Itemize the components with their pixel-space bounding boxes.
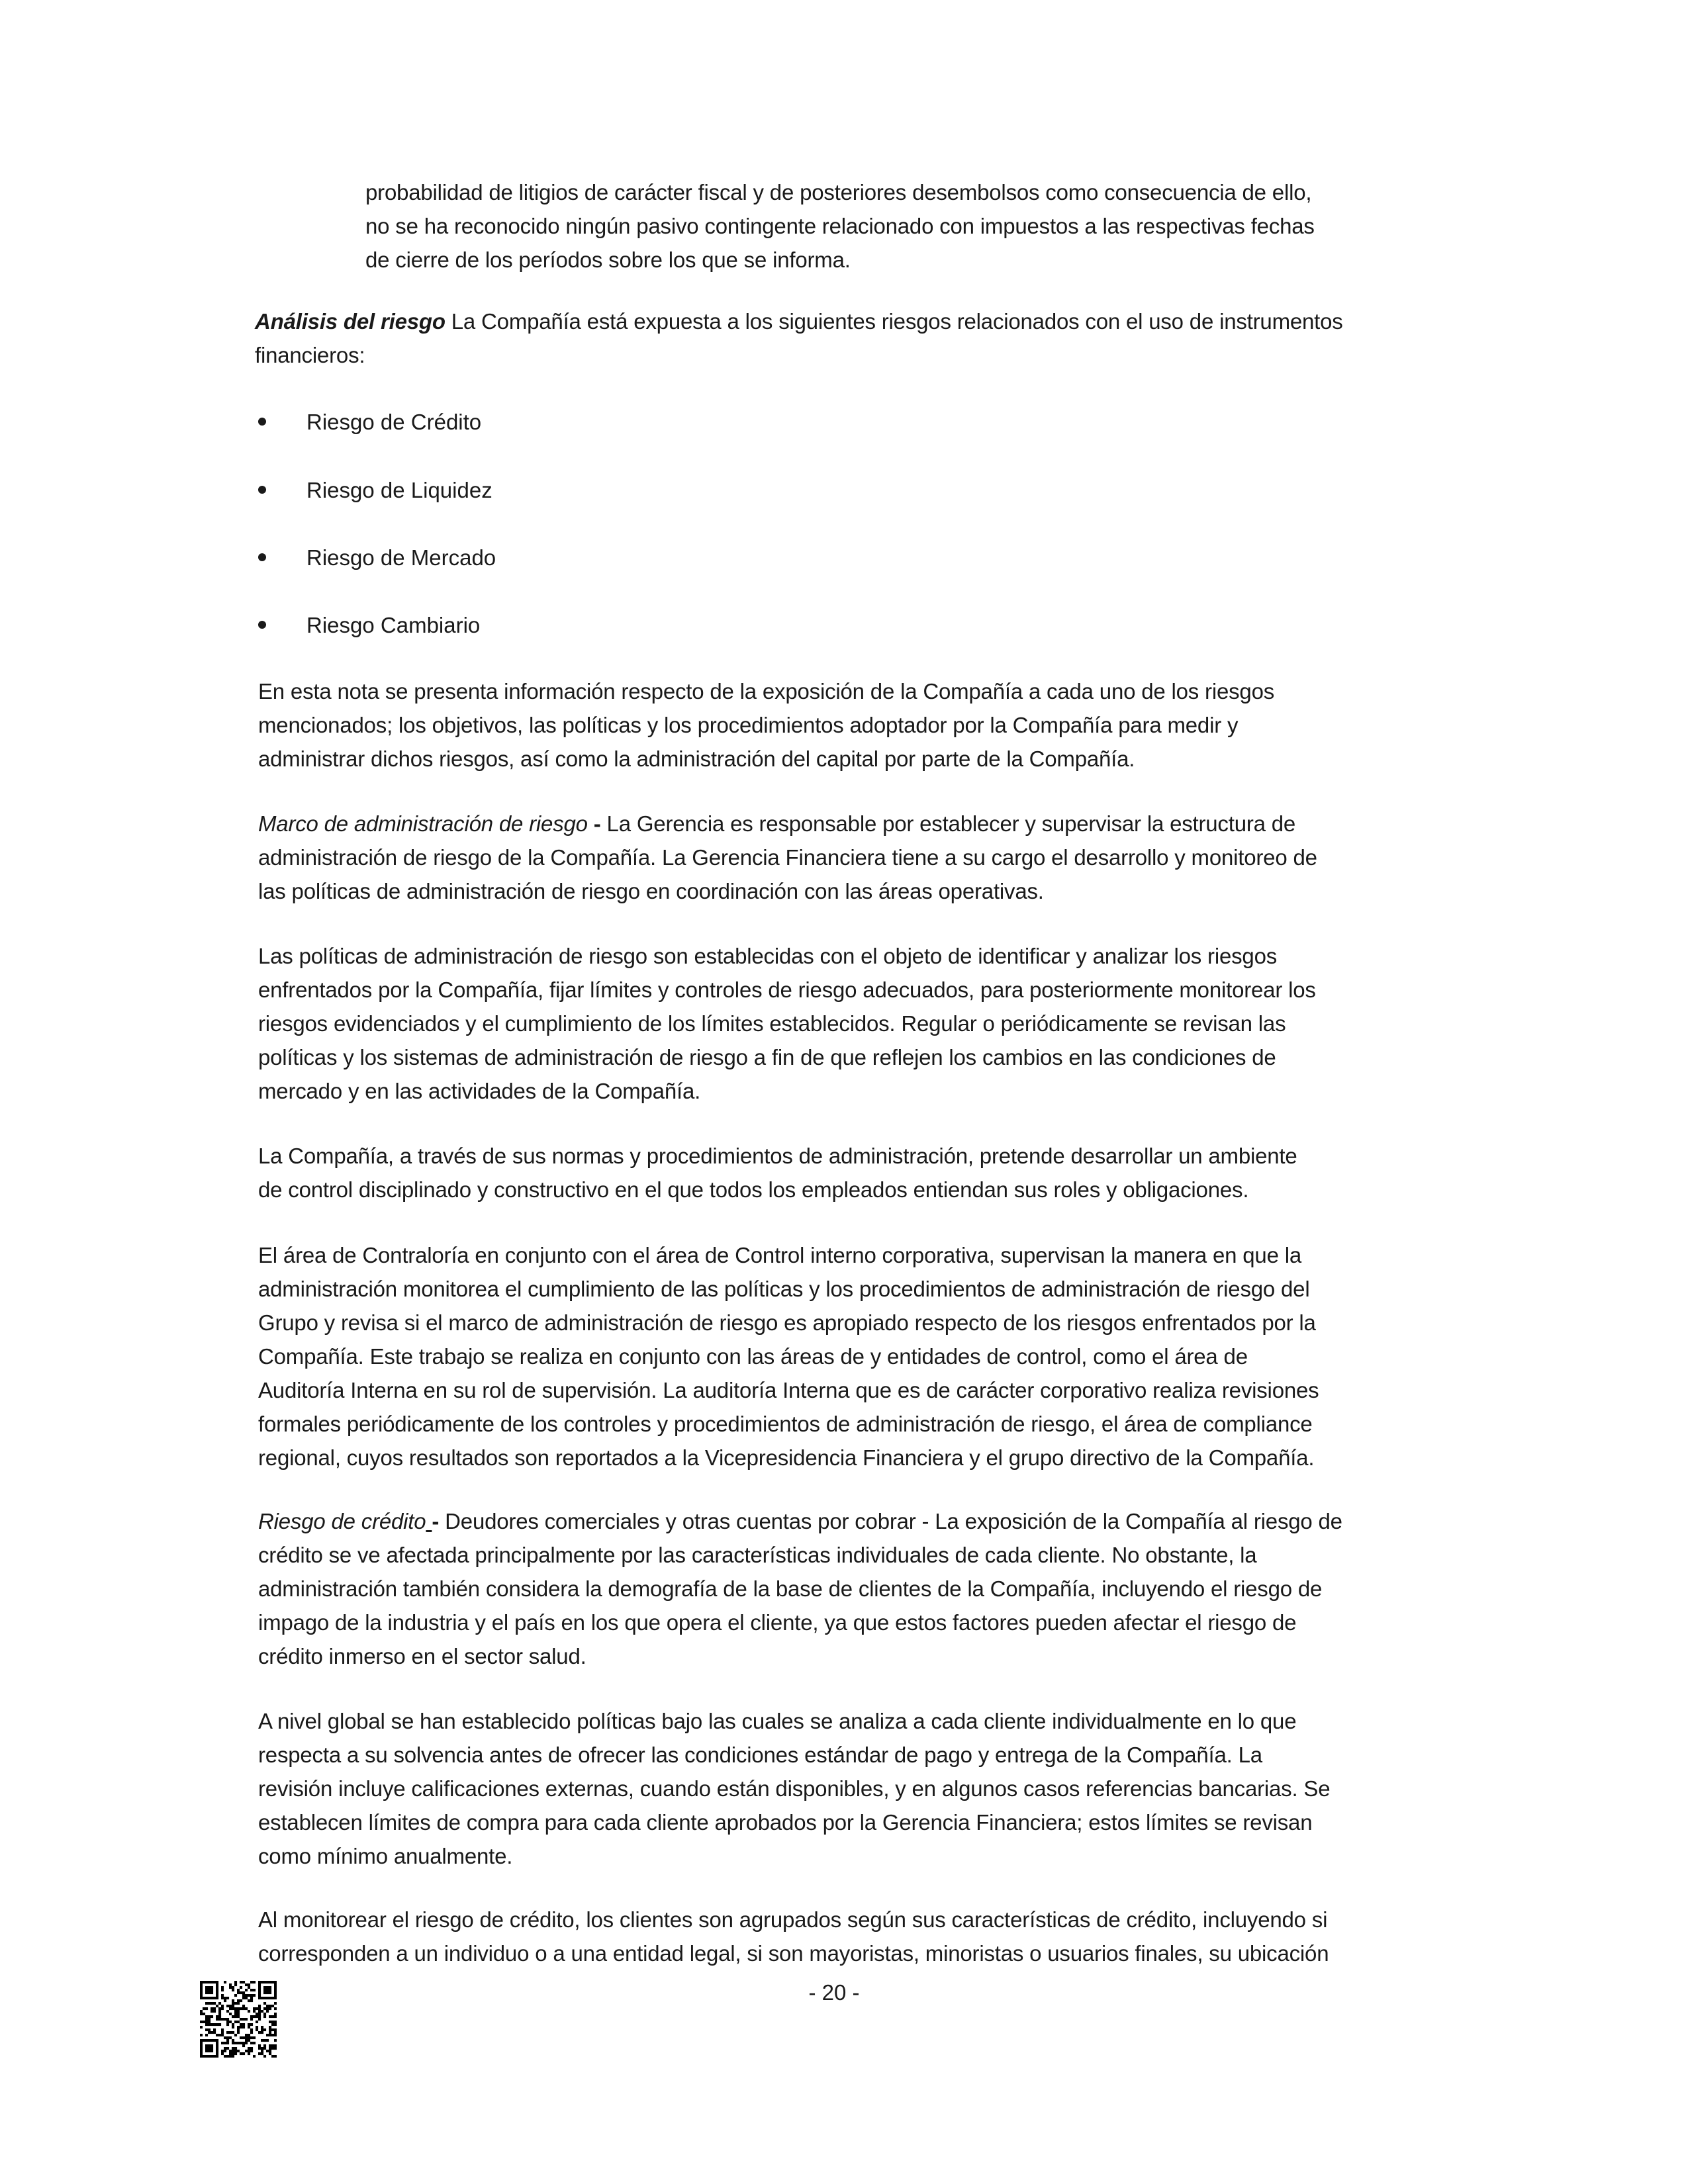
- separator: -: [432, 1509, 440, 1533]
- paragraph-line: El área de Contraloría en conjunto con el área de Control interno corporativa, supervisan la manera en que la: [258, 1243, 1301, 1267]
- paragraph-line: financieros:: [255, 343, 365, 367]
- paragraph-global-policies: [258, 1704, 1330, 1873]
- paragraph-line: A nivel global se han establecido políticas bajo las cuales se analiza a cada cliente individualmente en lo que: [258, 1709, 1297, 1733]
- paragraph-risk-policies: [258, 939, 1316, 1108]
- paragraph-line: Grupo y revisa si el marco de administración de riesgo es apropiado respecto de los riesgos enfrentados por la: [258, 1310, 1316, 1335]
- paragraph-credit-risk: [258, 1504, 1342, 1673]
- paragraph-risk-analysis: [255, 304, 1343, 372]
- bullet-icon: [258, 486, 266, 494]
- paragraph-line: [255, 304, 1343, 338]
- paragraph-line: administración de riesgo de la Compañía. La Gerencia Financiera tiene a su cargo el desarrollo y monitoreo de: [258, 845, 1317, 870]
- paragraph-line: establecen límites de compra para cada cliente aprobados por la Gerencia Financiera; estos límites se revisan: [258, 1810, 1313, 1835]
- paragraph-line: corresponden a un individuo o a una entidad legal, si son mayoristas, minoristas o usuarios finales, su ubicación: [258, 1941, 1329, 1966]
- line-text: Deudores comerciales y otras cuentas por cobrar - La exposición de la Compañía al riesgo de: [439, 1509, 1342, 1533]
- paragraph-line: administración monitorea el cumplimiento de las políticas y los procedimientos de administración de riesgo del: [258, 1277, 1310, 1301]
- paragraph-line: impago de la industria y el país en los que opera el cliente, ya que estos factores pueden afectar el riesgo de: [258, 1610, 1297, 1635]
- paragraph-line: administración también considera la demografía de la base de clientes de la Compañía, incluyendo el riesgo de: [258, 1576, 1323, 1601]
- bullet-text: Riesgo de Liquidez: [306, 478, 492, 502]
- paragraph-control-environment: [258, 1139, 1297, 1206]
- risk-analysis-heading: Análisis del riesgo: [255, 309, 445, 334]
- paragraph-line: En esta nota se presenta información respecto de la exposición de la Compañía a cada uno de los riesgos: [258, 679, 1275, 704]
- line-text: La Compañía está expuesta a los siguientes riesgos relacionados con el uso de instrumentos: [445, 309, 1343, 334]
- paragraph-line: probabilidad de litigios de carácter fiscal y de posteriores desembolsos como consecuencia de ello,: [365, 180, 1312, 205]
- paragraph-line: administrar dichos riesgos, así como la administración del capital por parte de la Compañía.: [258, 747, 1135, 771]
- paragraph-line: Auditoría Interna en su rol de supervisión. La auditoría Interna que es de carácter corporativo realiza revisiones: [258, 1378, 1319, 1402]
- bullet-icon: [258, 553, 266, 561]
- paragraph-line: Compañía. Este trabajo se realiza en conjunto con las áreas de y entidades de control, como el área de: [258, 1344, 1248, 1369]
- paragraph-line: no se ha reconocido ningún pasivo contingente relacionado con impuestos a las respectivas fechas: [365, 214, 1315, 238]
- bullet-text: Riesgo Cambiario: [306, 613, 481, 637]
- separator: -: [587, 811, 607, 836]
- bullet-text: Riesgo de Crédito: [306, 410, 482, 434]
- paragraph-line: mencionados; los objetivos, las políticas y los procedimientos adoptador por la Compañía para medir y: [258, 713, 1239, 737]
- paragraph-tax-contingency: [365, 175, 1315, 277]
- bullet-icon: [258, 621, 266, 629]
- bullet-text: Riesgo de Mercado: [306, 545, 496, 570]
- risk-framework-heading: Marco de administración de riesgo: [258, 811, 588, 836]
- paragraph-line: respecta a su solvencia antes de ofrecer las condiciones estándar de pago y entrega de la Compañía. La: [258, 1743, 1262, 1767]
- paragraph-line: formales periódicamente de los controles y procedimientos de administración de riesgo, el área de compliance: [258, 1412, 1313, 1436]
- paragraph-monitoring: [258, 1903, 1329, 1970]
- credit-risk-heading: Riesgo de crédito: [258, 1509, 426, 1533]
- paragraph-line: Al monitorear el riesgo de crédito, los clientes son agrupados según sus características de crédito, incluyendo si: [258, 1907, 1328, 1932]
- paragraph-line: riesgos evidenciados y el cumplimiento de los límites establecidos. Regular o periódicamente se revisan las: [258, 1011, 1286, 1036]
- qr-code: [200, 1981, 277, 2058]
- paragraph-line: crédito se ve afectada principalmente por las características individuales de cada cliente. No obstante, la: [258, 1543, 1257, 1567]
- paragraph-line: como mínimo anualmente.: [258, 1844, 513, 1868]
- paragraph-line: de cierre de los períodos sobre los que se informa.: [365, 248, 851, 272]
- paragraph-comptroller: [258, 1238, 1319, 1475]
- paragraph-line: [258, 807, 1317, 841]
- paragraph-line: de control disciplinado y constructivo en el que todos los empleados entiendan sus roles y obligaciones.: [258, 1177, 1249, 1202]
- paragraph-line: las políticas de administración de riesgo en coordinación con las áreas operativas.: [258, 879, 1044, 903]
- paragraph-line: crédito inmerso en el sector salud.: [258, 1644, 586, 1668]
- bullet-icon: [258, 418, 266, 426]
- paragraph-risk-framework: [258, 807, 1317, 908]
- paragraph-line: regional, cuyos resultados son reportados a la Vicepresidencia Financiera y el grupo directivo de la Compañía.: [258, 1445, 1315, 1470]
- paragraph-line: La Compañía, a través de sus normas y procedimientos de administración, pretende desarrollar un ambiente: [258, 1144, 1297, 1168]
- paragraph-line: revisión incluye calificaciones externas, cuando están disponibles, y en algunos casos referencias bancarias. Se: [258, 1776, 1331, 1801]
- paragraph-note-intro: [258, 674, 1274, 776]
- paragraph-line: mercado y en las actividades de la Compañía.: [258, 1079, 701, 1103]
- line-text: La Gerencia es responsable por establecer y supervisar la estructura de: [606, 811, 1296, 836]
- page-number: - 20 -: [808, 1980, 860, 2005]
- paragraph-line: [258, 1504, 1342, 1538]
- paragraph-line: enfrentados por la Compañía, fijar límites y controles de riesgo adecuados, para posteriormente monitorear los: [258, 978, 1316, 1002]
- paragraph-line: políticas y los sistemas de administración de riesgo a fin de que reflejen los cambios en las condiciones de: [258, 1045, 1276, 1069]
- paragraph-line: Las políticas de administración de riesgo son establecidas con el objeto de identificar y analizar los riesgos: [258, 944, 1278, 968]
